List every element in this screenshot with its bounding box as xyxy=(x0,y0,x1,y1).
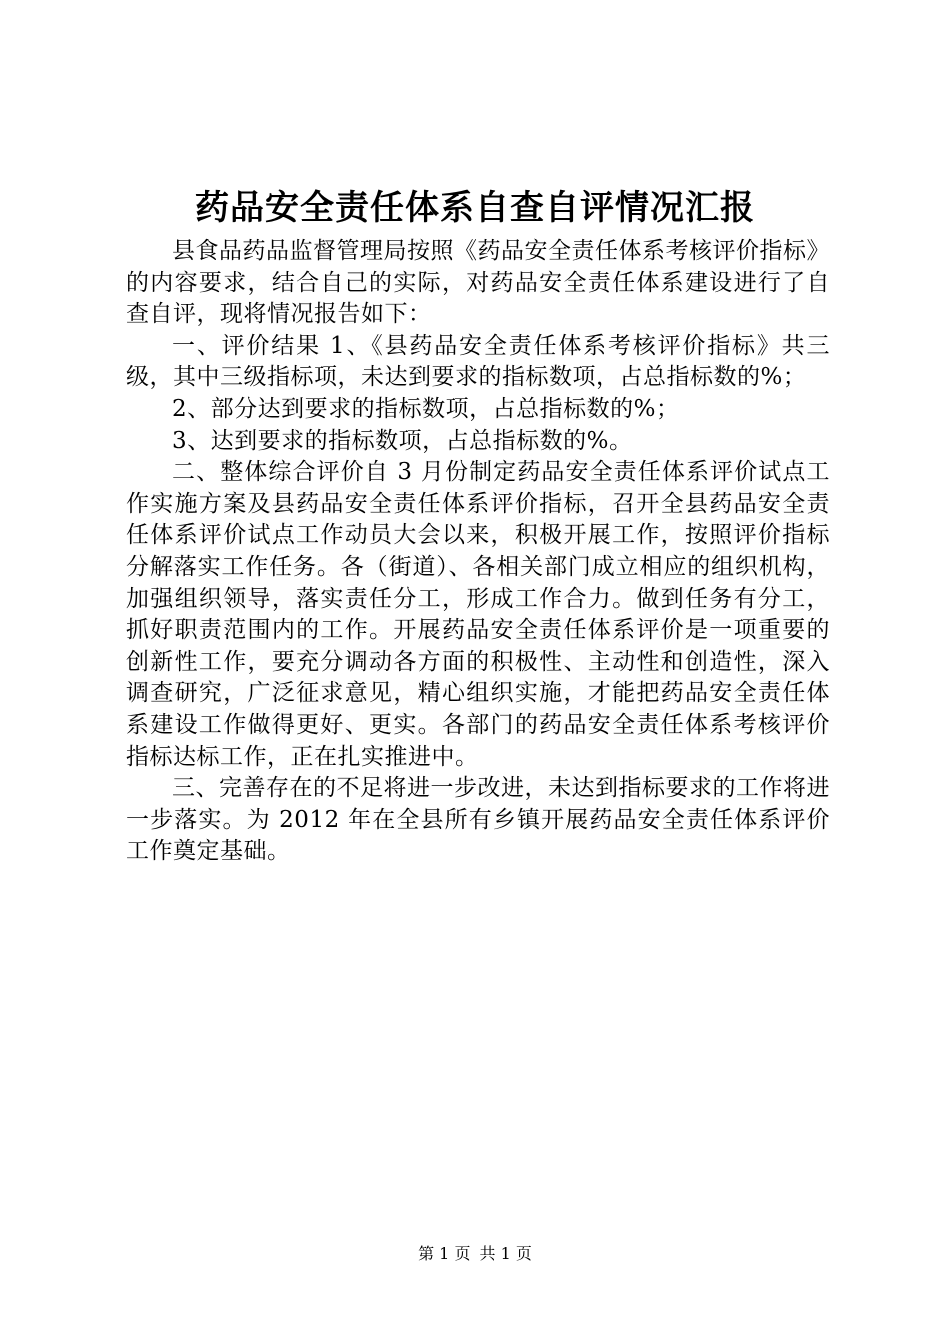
paragraph-fully-met: 3、达到要求的指标数项，占总指标数的%。 xyxy=(172,427,633,454)
paragraph-overall-evaluation: 二、整体综合评价自 3 月份制定药品安全责任体系评价试点工作实施方案及县药品安全责任体系评价指标，召开全县药品安全责任体系评价试点工作动员大会以来，积极开展工作，按照评价指标分解落实工作任务。各（街道）、各相关部门成立相应的组织机构，加强组织领导，落实责任分工，形成工作合力。做到任务有分工，抓好职责范围内的工作。开展药品安全责任体系评价是一项重要的创新性工作，要充分调动各方面的积极性、主动性和创造性，深入调查研究，广泛征求意见，精心组织实施，才能把药品安全责任体系建设工作做得更好、更实。各部门的药品安全责任体系考核评价指标达标工作，正在扎实推进中。 xyxy=(126,459,830,770)
page-number-total: 共 1 页 xyxy=(479,1244,532,1263)
paragraph-partially-met: 2、部分达到要求的指标数项，占总指标数的%； xyxy=(172,395,680,422)
page-number-current: 第 1 页 xyxy=(418,1244,471,1263)
paragraph-intro: 县食品药品监督管理局按照《药品安全责任体系考核评价指标》的内容要求，结合自己的实际，对药品安全责任体系建设进行了自查自评，现将情况报告如下： xyxy=(126,238,830,328)
document-title: 药品安全责任体系自查自评情况汇报 xyxy=(195,188,755,228)
paragraph-improvement: 三、完善存在的不足将进一步改进，未达到指标要求的工作将进一步落实。为 2012 年在全县所有乡镇开展药品安全责任体系评价工作奠定基础。 xyxy=(126,775,830,865)
paragraph-evaluation-result: 一、评价结果 1、《县药品安全责任体系考核评价指标》共三级，其中三级指标项，未达到要求的指标数项，占总指标数的%； xyxy=(126,332,830,391)
document-body xyxy=(126,236,830,868)
page-footer xyxy=(0,1243,950,1265)
